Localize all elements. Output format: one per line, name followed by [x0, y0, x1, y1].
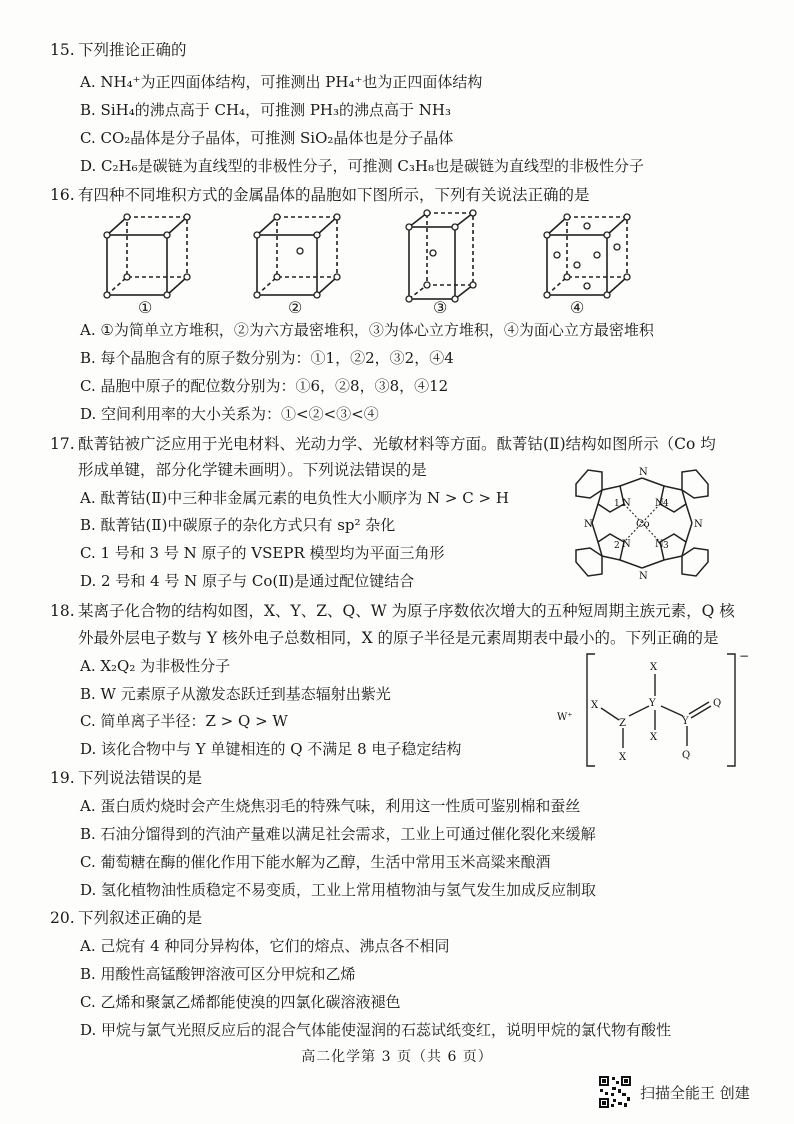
cell-simple-cubic: [104, 214, 190, 298]
n-atom-1: N: [622, 498, 631, 509]
n-atom-right: N: [694, 519, 703, 530]
x-atom-label-top: X: [650, 662, 658, 673]
question-17-stem: 17. 酞菁钴被广泛应用于光电材料、光动力学、光敏材料等方面。酞菁钴(Ⅱ)结构如图所示（Co 均: [50, 435, 716, 453]
x-atom-label-bottom: X: [619, 752, 627, 763]
question-17-stem-cont: 形成单键，部分化学键未画明）。下列说法错误的是: [78, 461, 427, 479]
question-15-stem: 15. 下列推论正确的: [50, 41, 187, 59]
q15-option-b: B. SiH₄的沸点高于 CH₄，可推测 PH₃的沸点高于 NH₃: [80, 101, 452, 119]
q16-option-c: C. 晶胞中原子的配位数分别为：①6，②8，③8，④12: [80, 377, 449, 395]
n-atom-3: N: [655, 539, 664, 550]
question-19-stem: 19. 下列说法错误的是: [50, 769, 203, 787]
n-atom-bottom: N: [639, 571, 648, 582]
question-16-stem: 16. 有四种不同堆积方式的金属晶体的晶胞如下图所示，下列有关说法正确的是: [50, 186, 590, 204]
q20-option-d: D. 甲烷与氯气光照反应后的混合气体能使湿润的石蕊试纸变红，说明甲烷的氯代物有酸性: [80, 1021, 672, 1039]
q20-option-c: C. 乙烯和聚氯乙烯都能使溴的四氯化碳溶液褪色: [80, 993, 401, 1011]
question-18-stem: 18. 某离子化合物的结构如图，X、Y、Z、Q、W 为原子序数依次增大的五种短周期主族元素，Q 核: [50, 602, 735, 620]
q16-option-b: B. 每个晶胞含有的原子数分别为：①1，②2，③2，④4: [80, 349, 454, 367]
y-atom-label-2: Y: [682, 716, 689, 727]
q15-option-a: A. NH₄⁺为正四面体结构，可推测出 PH₄⁺也为正四面体结构: [80, 73, 483, 91]
cell-body-centered: [406, 210, 476, 302]
question-18-stem-cont: 外最外层电子数与 Y 核外电子总数相同，X 的原子半径是元素周期表中最小的。下列正确的是: [78, 629, 719, 647]
q-atom-label-double: Q: [713, 698, 722, 709]
cell-face-centered: [544, 214, 630, 298]
q19-option-a: A. 蛋白质灼烧时会产生烧焦羽毛的特殊气味，利用这一性质可鉴别棉和蚕丝: [80, 797, 581, 815]
x-atom-label-mid: X: [650, 732, 658, 743]
q17-option-b: B. 酞菁钴(Ⅱ)中碳原子的杂化方式只有 sp² 杂化: [80, 516, 396, 534]
cell-label-2: ②: [288, 298, 303, 317]
scanner-watermark: [598, 1075, 750, 1109]
n-atom-top: N: [639, 467, 648, 478]
n-number-3: 3: [663, 541, 669, 551]
q15-option-c: C. CO₂晶体是分子晶体，可推测 SiO₂晶体也是分子晶体: [80, 129, 454, 147]
qr-code-icon: [598, 1075, 632, 1109]
n-atom-left: N: [584, 519, 593, 530]
q-atom-label-single: Q: [682, 750, 691, 761]
q20-option-a: A. 己烷有 4 种同分异构体，它们的熔点、沸点各不相同: [80, 937, 450, 955]
cell-hexagonal: [254, 214, 340, 298]
question-20-stem: 20. 下列叙述正确的是: [50, 909, 203, 927]
q16-option-a: A. ①为简单立方堆积，②为六方最密堆积，③为体心立方堆积，④为面心立方最密堆积: [80, 321, 654, 339]
q15-option-d: D. C₂H₆是碳链为直线型的非极性分子，可推测 C₃H₈也是碳链为直线型的非极性分子: [80, 157, 644, 175]
cell-label-1: ①: [138, 298, 153, 317]
cell-label-4: ④: [570, 298, 585, 317]
q19-option-b: B. 石油分馏得到的汽油产量难以满足社会需求，工业上可通过催化裂化来缓解: [80, 825, 596, 843]
q20-option-b: B. 用酸性高锰酸钾溶液可区分甲烷和乙烯: [80, 965, 356, 983]
page-footer: 高二化学第 3 页（共 6 页）: [301, 1049, 493, 1065]
q18-option-d: D. 该化合物中与 Y 单键相连的 Q 不满足 8 电子稳定结构: [80, 740, 462, 758]
q18-option-c: C. 简单离子半径：Z > Q > W: [80, 712, 288, 730]
cell-label-3: ③: [433, 298, 448, 317]
q18-option-a: A. X₂Q₂ 为非极性分子: [80, 657, 231, 675]
q18-option-b: B. W 元素原子从激发态跃迁到基态辐射出紫光: [80, 685, 391, 703]
n-atom-2: N: [622, 539, 631, 550]
n-number-1: 1: [614, 499, 620, 509]
q16-option-d: D. 空间利用率的大小关系为：①<②<③<④: [80, 405, 379, 423]
ionic-structure-figure: [555, 648, 755, 772]
n-number-4: 4: [663, 499, 669, 509]
watermark-text: 扫描全能王 创建: [640, 1083, 750, 1102]
q17-option-a: A. 酞菁钴(Ⅱ)中三种非金属元素的电负性大小顺序为 N > C > H: [80, 489, 509, 507]
z-atom-label: Z: [619, 718, 626, 729]
co-atom-label: Co: [636, 519, 650, 530]
x-atom-label: X: [591, 700, 599, 711]
q19-option-d: D. 氢化植物油性质稳定不易变质，工业上常用植物油与氢气发生加成反应制取: [80, 881, 597, 899]
q17-option-c: C. 1 号和 3 号 N 原子的 VSEPR 模型均为平面三角形: [80, 544, 445, 562]
n-atom-4: N: [655, 498, 664, 509]
w-cation-label: W⁺: [557, 712, 573, 723]
q19-option-c: C. 葡萄糖在酶的催化作用下能水解为乙醇，生活中常用玉米高粱来酿酒: [80, 853, 551, 871]
n-number-2: 2: [614, 541, 620, 551]
y-atom-label-1: Y: [649, 698, 656, 709]
anion-charge: −: [739, 649, 750, 663]
phthalocyanine-figure: [562, 456, 722, 590]
q17-option-d: D. 2 号和 4 号 N 原子与 Co(Ⅱ)是通过配位键结合: [80, 572, 415, 590]
